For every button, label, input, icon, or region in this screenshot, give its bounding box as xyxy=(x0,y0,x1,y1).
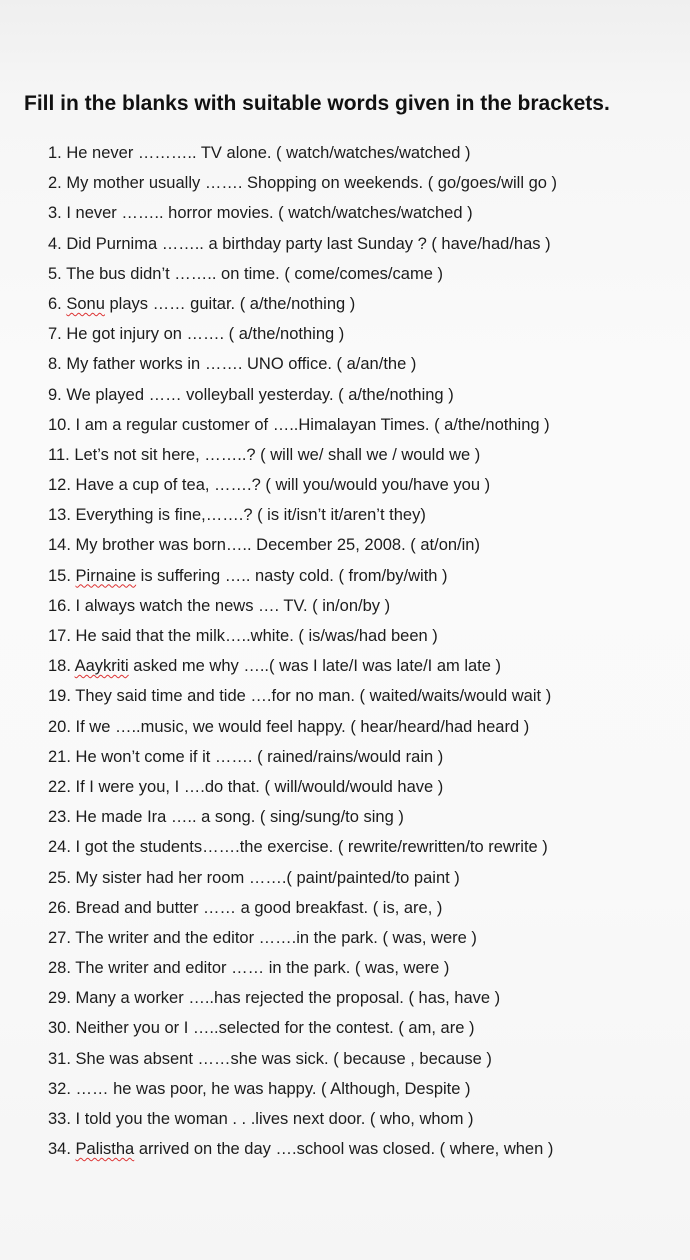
question-number: 4. xyxy=(48,234,62,253)
question-text: I never …….. horror movies. ( watch/watches/watched ) xyxy=(66,204,473,223)
question-number: 24. xyxy=(48,838,71,857)
question-number: 21. xyxy=(48,747,71,766)
question-text: My sister had her room …….( paint/painted/to paint ) xyxy=(75,868,460,887)
question-item xyxy=(48,138,688,168)
question-item xyxy=(48,198,688,228)
question-number: 18. xyxy=(48,657,71,676)
question-item xyxy=(48,319,688,349)
question-text: I am a regular customer of …..Himalayan Times. ( a/the/nothing ) xyxy=(75,415,550,434)
question-item xyxy=(48,500,688,530)
question-item xyxy=(48,1104,688,1134)
question-text: He made Ira ….. a song. ( sing/sung/to sing ) xyxy=(75,808,404,827)
question-number: 19. xyxy=(48,687,71,706)
question-text: Bread and butter …… a good breakfast. ( is, are, ) xyxy=(75,898,443,917)
question-text: We played …… volleyball yesterday. ( a/the/nothing ) xyxy=(66,385,454,404)
spellcheck-flagged-name: Sonu xyxy=(66,294,105,313)
question-item xyxy=(48,349,688,379)
question-text-rest: is suffering ….. nasty cold. ( from/by/with ) xyxy=(136,566,448,585)
question-text: Did Purnima …….. a birthday party last Sunday ? ( have/had/has ) xyxy=(66,234,551,253)
question-text: I always watch the news …. TV. ( in/on/by ) xyxy=(75,596,391,615)
question-text-rest: asked me why …..( was I late/I was late/I am late ) xyxy=(128,657,502,676)
question-number: 5. xyxy=(48,264,62,283)
question-item xyxy=(48,1044,688,1074)
question-text: He never ……….. TV alone. ( watch/watches/watched ) xyxy=(66,144,471,162)
question-number: 20. xyxy=(48,717,71,736)
question-item xyxy=(48,953,688,983)
question-text: Have a cup of tea, …….? ( will you/would you/have you ) xyxy=(75,476,491,495)
question-number: 9. xyxy=(48,385,62,404)
question-text: The bus didn’t …….. on time. ( come/comes/came ) xyxy=(66,264,443,283)
question-text: The writer and editor …… in the park. ( was, were ) xyxy=(75,959,450,978)
question-item xyxy=(48,591,688,621)
question-number: 29. xyxy=(48,989,71,1008)
question-text: I told you the woman . . .lives next door. ( who, whom ) xyxy=(75,1110,474,1128)
question-item xyxy=(48,802,688,832)
question-number: 26. xyxy=(48,898,71,917)
question-number: 14. xyxy=(48,536,71,555)
question-item xyxy=(48,742,688,772)
question-number: 12. xyxy=(48,476,71,495)
question-text: My mother usually ……. Shopping on weekends. ( go/goes/will go ) xyxy=(66,174,558,193)
question-number: 2. xyxy=(48,174,62,193)
question-item xyxy=(48,1013,688,1043)
question-text: The writer and the editor …….in the park. ( was, were ) xyxy=(75,928,477,947)
question-item xyxy=(48,893,688,923)
question-item xyxy=(48,983,688,1013)
question-item xyxy=(48,259,688,289)
question-text: Neither you or I …..selected for the contest. ( am, are ) xyxy=(75,1019,475,1038)
question-number: 17. xyxy=(48,627,71,645)
question-text-rest: plays …… guitar. ( a/the/nothing ) xyxy=(104,294,356,313)
question-item xyxy=(48,863,688,893)
question-number: 23. xyxy=(48,808,71,827)
question-text: If I were you, I ….do that. ( will/would/would have ) xyxy=(75,777,444,796)
question-number: 11. xyxy=(48,445,70,464)
question-number: 32. xyxy=(48,1079,71,1098)
question-item xyxy=(48,410,688,440)
question-text: He won’t come if it ……. ( rained/rains/would rain ) xyxy=(75,747,444,766)
question-item xyxy=(48,923,688,953)
question-item xyxy=(48,832,688,862)
worksheet-title: Fill in the blanks with suitable words given in the brackets. xyxy=(24,92,610,115)
question-text: She was absent ……she was sick. ( because , because ) xyxy=(75,1049,492,1068)
question-item xyxy=(48,470,688,500)
question-number: 10. xyxy=(48,415,71,434)
question-item xyxy=(48,440,688,470)
question-number: 34. xyxy=(48,1140,71,1159)
question-text-rest: arrived on the day ….school was closed. ( where, when ) xyxy=(134,1140,554,1159)
question-item xyxy=(48,530,688,560)
question-item xyxy=(48,168,688,198)
question-text: Let’s not sit here, ……..? ( will we/ shall we / would we ) xyxy=(74,445,481,464)
question-text: Everything is fine,…….? ( is it/isn’t it/aren’t they) xyxy=(75,506,426,525)
question-item xyxy=(48,1074,688,1104)
question-number: 30. xyxy=(48,1019,71,1038)
question-number: 15. xyxy=(48,566,71,585)
question-number: 27. xyxy=(48,928,71,947)
question-list xyxy=(48,138,688,1164)
question-number: 31. xyxy=(48,1049,71,1068)
question-item xyxy=(48,380,688,410)
question-number: 1. xyxy=(48,144,62,162)
question-number: 28. xyxy=(48,959,71,978)
question-text: Many a worker …..has rejected the proposal. ( has, have ) xyxy=(75,989,501,1008)
question-item xyxy=(48,621,688,651)
question-number: 6. xyxy=(48,294,62,313)
question-number: 25. xyxy=(48,868,71,887)
spellcheck-flagged-name: Pirnaine xyxy=(75,566,137,585)
question-number: 7. xyxy=(48,325,62,344)
question-item xyxy=(48,651,688,681)
question-item xyxy=(48,289,688,319)
question-item xyxy=(48,772,688,802)
question-number: 13. xyxy=(48,506,71,525)
question-item xyxy=(48,229,688,259)
question-text: …… he was poor, he was happy. ( Although, Despite ) xyxy=(75,1079,471,1098)
question-number: 33. xyxy=(48,1110,71,1128)
question-text: He said that the milk…..white. ( is/was/had been ) xyxy=(75,627,438,645)
question-text: If we …..music, we would feel happy. ( hear/heard/had heard ) xyxy=(75,717,530,736)
question-number: 16. xyxy=(48,596,71,615)
question-number: 22. xyxy=(48,777,71,796)
question-text: My father works in ……. UNO office. ( a/an/the ) xyxy=(66,355,417,374)
question-text: He got injury on ……. ( a/the/nothing ) xyxy=(66,325,345,344)
question-item xyxy=(48,712,688,742)
question-text: My brother was born….. December 25, 2008. ( at/on/in) xyxy=(75,536,480,555)
question-item xyxy=(48,561,688,591)
spellcheck-flagged-name: Palistha xyxy=(75,1140,135,1159)
spellcheck-flagged-name: Aaykriti xyxy=(74,657,129,676)
question-number: 8. xyxy=(48,355,62,374)
question-text: I got the students…….the exercise. ( rewrite/rewritten/to rewrite ) xyxy=(75,838,548,857)
question-item xyxy=(48,681,688,711)
question-number: 3. xyxy=(48,204,62,223)
question-item xyxy=(48,1134,688,1164)
question-text: They said time and tide ….for no man. ( waited/waits/would wait ) xyxy=(75,687,552,706)
